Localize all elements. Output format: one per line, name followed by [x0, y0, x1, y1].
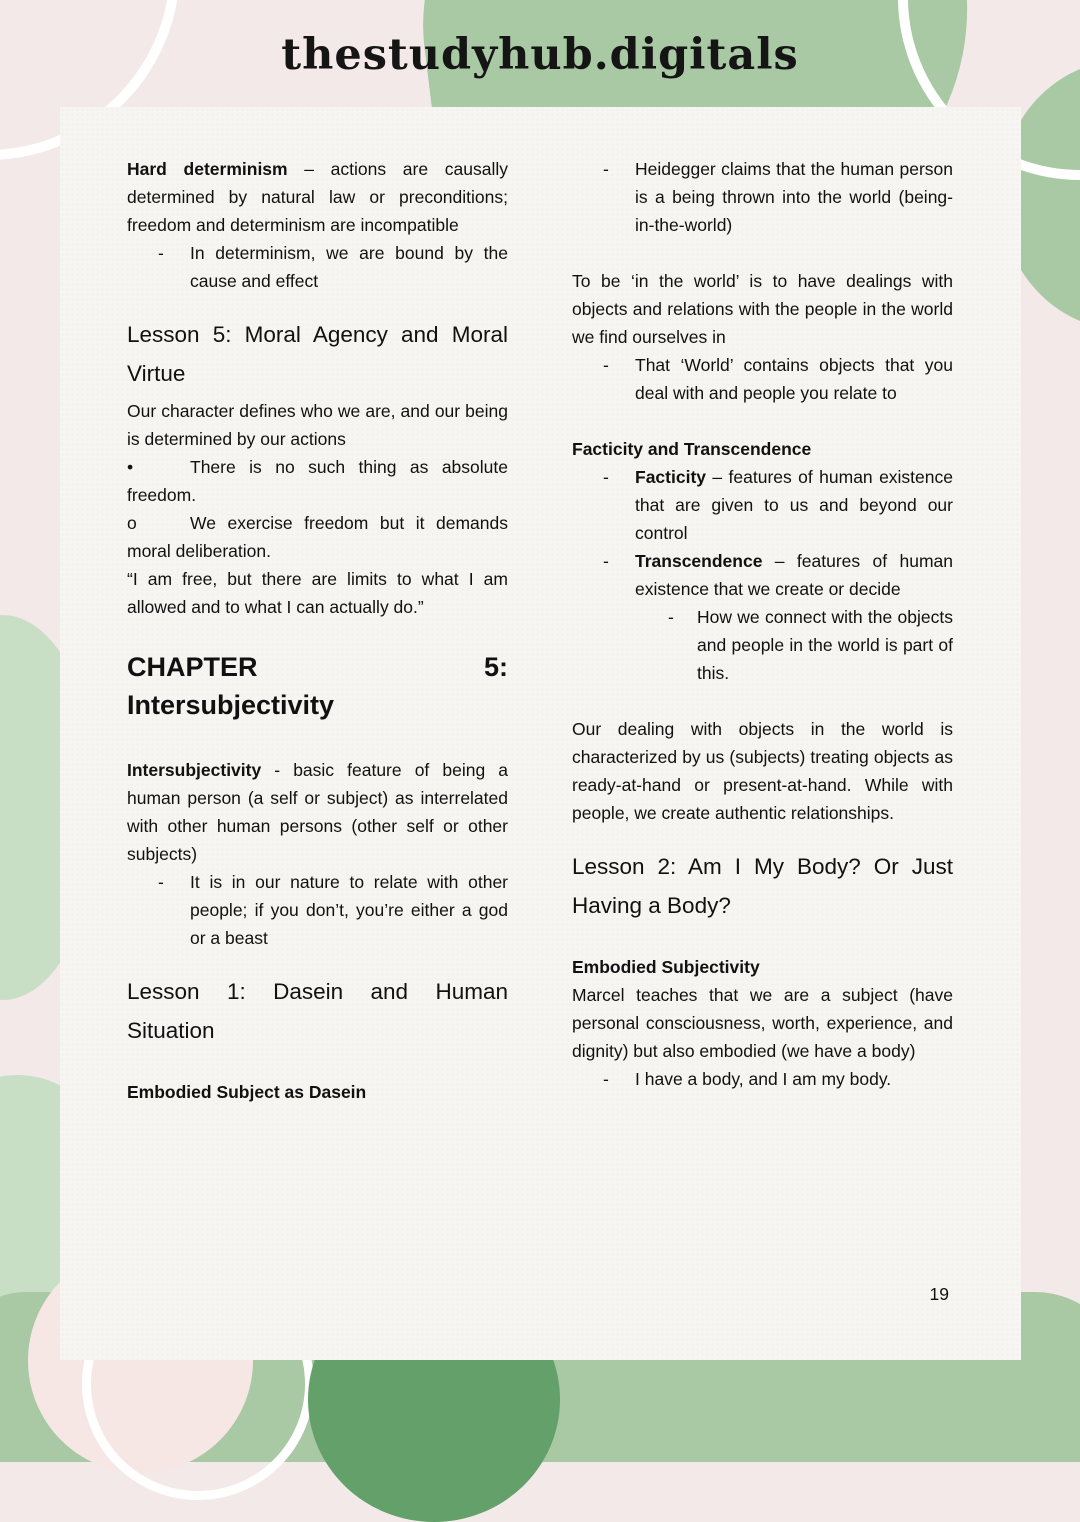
page-content	[127, 155, 954, 1106]
list-item-text: How we connect with the objects and people in the world is part of this.	[697, 607, 953, 683]
list-item-rest: – features of human existence that we create or decide	[635, 551, 953, 599]
bullet-text: There is no such thing as absolute freedom.	[127, 457, 508, 505]
dash-marker: -	[603, 355, 609, 375]
dash-marker: -	[158, 243, 164, 263]
list-item-text: I have a body, and I am my body.	[635, 1069, 892, 1089]
term-facticity: Facticity	[635, 467, 706, 487]
document-page	[60, 107, 1021, 1360]
left-column	[127, 155, 508, 1106]
term-hard-determinism: Hard determinism	[127, 159, 288, 179]
list-item-text	[635, 463, 953, 547]
circle-marker: o	[127, 513, 137, 533]
list-item-relate	[127, 868, 508, 952]
dash-marker: -	[603, 551, 609, 571]
page-number: 19	[929, 1284, 949, 1304]
right-column	[572, 155, 953, 1106]
embodied-subject-heading: Embodied Subject as Dasein	[127, 1082, 367, 1102]
paragraph-freedom-quote: “I am free, but there are limits to what I am allowed and to what I can actually do.”	[127, 569, 508, 617]
paragraph-dealing: Our dealing with objects in the world is characterized by us (subjects) treating objects as ready-at-hand or present-at-hand. While with people, we create authentic relationships.	[572, 719, 953, 823]
list-item-determinism	[127, 239, 508, 295]
list-item-heidegger	[572, 155, 953, 239]
chapter-5-heading	[127, 648, 508, 724]
bullet-absolute-freedom	[127, 453, 508, 509]
dash-marker: -	[668, 607, 674, 627]
list-item-text: That ‘World’ contains objects that you deal with and people you relate to	[635, 355, 953, 403]
bullet-moral-deliberation	[127, 509, 508, 565]
paragraph-text: – actions are causally determined by natural law or preconditions; freedom and determinism are incompatible	[127, 159, 508, 235]
paragraph-text: - basic feature of being a human person (a self or subject) as interrelated with other human persons (other self or other subjects)	[127, 760, 508, 864]
term-transcendence: Transcendence	[635, 551, 763, 571]
paragraph-lesson5-intro: Our character defines who we are, and our being is determined by our actions	[127, 401, 508, 449]
list-item-text: It is in our nature to relate with other people; if you don’t, you’re either a god or a beast	[190, 872, 508, 948]
bullet-marker: •	[127, 457, 134, 477]
paragraph-in-the-world: To be ‘in the world’ is to have dealings with objects and relations with the people in the world we find ourselves in	[572, 271, 953, 347]
chapter-number: 5:	[483, 652, 508, 682]
list-item-transcendence	[572, 547, 953, 603]
list-item-text	[635, 547, 953, 603]
dash-marker: -	[603, 467, 609, 487]
embodied-subjectivity-heading: Embodied Subjectivity	[572, 957, 760, 977]
list-item-body	[572, 1065, 953, 1093]
paragraph-marcel: Marcel teaches that we are a subject (have personal consciousness, worth, experience, and dignity) but also embodied (we have a body)	[572, 985, 953, 1061]
chapter-heading-line1	[127, 648, 508, 686]
brand-title: thestudyhub.digitals	[281, 30, 799, 80]
dash-marker: -	[158, 872, 164, 892]
facticity-transcendence-heading: Facticity and Transcendence	[572, 439, 812, 459]
paragraph-intersubjectivity	[127, 756, 508, 868]
dash-marker: -	[603, 1069, 609, 1089]
list-item-rest: – features of human existence that are given to us and beyond our control	[635, 467, 953, 543]
chapter-label: CHAPTER	[127, 652, 258, 682]
term-intersubjectivity: Intersubjectivity	[127, 760, 262, 780]
dash-marker: -	[603, 159, 609, 179]
list-item-connect	[572, 603, 953, 687]
list-item-world-contains	[572, 351, 953, 407]
lesson-2-heading: Lesson 2: Am I My Body? Or Just Having a Body?	[572, 854, 953, 918]
chapter-title: Intersubjectivity	[127, 690, 335, 720]
lesson-1-heading: Lesson 1: Dasein and Human Situation	[127, 979, 508, 1043]
list-item-facticity	[572, 463, 953, 547]
paragraph-hard-determinism	[127, 155, 508, 239]
list-item-text: In determinism, we are bound by the cause and effect	[190, 243, 508, 291]
lesson-5-heading: Lesson 5: Moral Agency and Moral Virtue	[127, 322, 508, 386]
list-item-text: Heidegger claims that the human person is a being thrown into the world (being-in-the-world)	[635, 159, 953, 235]
bullet-text: We exercise freedom but it demands moral deliberation.	[127, 513, 508, 561]
